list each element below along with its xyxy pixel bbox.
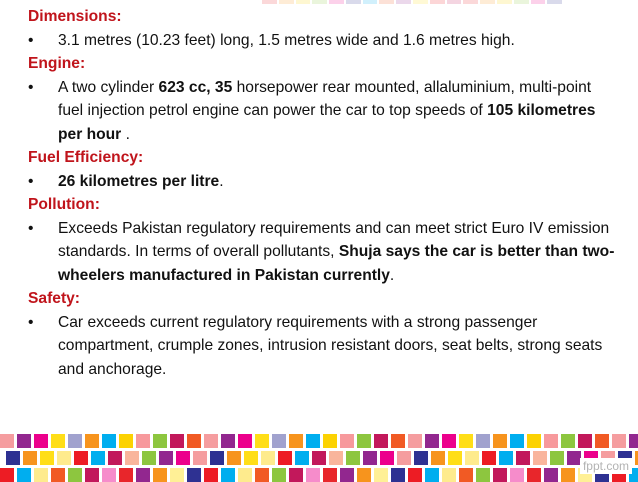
mosaic-tile bbox=[340, 434, 354, 448]
mosaic-tile bbox=[17, 434, 31, 448]
mosaic-tile bbox=[408, 468, 422, 482]
mosaic-tile bbox=[346, 451, 360, 465]
mosaic-tile bbox=[567, 451, 581, 465]
mosaic-tile bbox=[459, 468, 473, 482]
top-strip-segment bbox=[312, 0, 327, 4]
bullet-marker: • bbox=[28, 78, 34, 96]
mosaic-tile bbox=[187, 468, 201, 482]
top-strip-segment bbox=[514, 0, 529, 4]
bullet-marker: • bbox=[28, 313, 34, 331]
mosaic-tile bbox=[227, 451, 241, 465]
fppt-logo: fppt.com bbox=[580, 458, 632, 474]
mosaic-tile bbox=[34, 468, 48, 482]
mosaic-tile bbox=[51, 468, 65, 482]
mosaic-tile bbox=[544, 434, 558, 448]
mosaic-tile bbox=[442, 434, 456, 448]
top-strip-segment bbox=[413, 0, 428, 4]
text-run: 3.1 metres (10.23 feet) long, 1.5 metres wide and 1.6 metres high. bbox=[58, 31, 515, 49]
bullet-text bbox=[58, 170, 618, 194]
mosaic-tile bbox=[561, 468, 575, 482]
mosaic-tile bbox=[363, 451, 377, 465]
mosaic-tile bbox=[108, 451, 122, 465]
mosaic-tile bbox=[119, 468, 133, 482]
mosaic-tile bbox=[306, 434, 320, 448]
mosaic-tile bbox=[74, 451, 88, 465]
bullet-item bbox=[28, 76, 618, 147]
mosaic-tile bbox=[204, 468, 218, 482]
bullet-item bbox=[28, 170, 618, 194]
text-run: Exceeds Pakistan regulatory requirements and can meet strict Euro IV emission standards. In terms of overall pollutants, bbox=[58, 219, 610, 260]
mosaic-row bbox=[6, 451, 638, 465]
mosaic-tile bbox=[221, 434, 235, 448]
section-heading: Fuel Efficiency: bbox=[28, 149, 144, 166]
top-strip-segment bbox=[547, 0, 562, 4]
mosaic-tile bbox=[170, 468, 184, 482]
mosaic-tile bbox=[119, 434, 133, 448]
mosaic-tile bbox=[374, 468, 388, 482]
section-heading: Dimensions: bbox=[28, 8, 122, 25]
mosaic-tile bbox=[153, 468, 167, 482]
mosaic-tile bbox=[629, 434, 638, 448]
bullet-text bbox=[58, 217, 618, 288]
mosaic-tile bbox=[187, 434, 201, 448]
mosaic-tile bbox=[255, 434, 269, 448]
top-decor-strip bbox=[262, 0, 562, 4]
bullet-text bbox=[58, 311, 618, 382]
mosaic-tile bbox=[550, 451, 564, 465]
section-heading: Pollution: bbox=[28, 196, 100, 213]
mosaic-tile bbox=[0, 434, 14, 448]
bullet-marker: • bbox=[28, 219, 34, 237]
mosaic-tile bbox=[0, 468, 14, 482]
mosaic-tile bbox=[425, 434, 439, 448]
top-strip-segment bbox=[531, 0, 546, 4]
bold-text-run: Shuja says the car is better than two-wheelers manufactured in Pakistan currently bbox=[58, 243, 615, 284]
mosaic-tile bbox=[431, 451, 445, 465]
mosaic-row bbox=[0, 468, 638, 482]
slide-body bbox=[28, 5, 618, 381]
mosaic-tile bbox=[408, 434, 422, 448]
mosaic-tile bbox=[238, 434, 252, 448]
mosaic-tile bbox=[68, 468, 82, 482]
bold-text-run: 623 cc, 35 bbox=[158, 78, 233, 96]
mosaic-tile bbox=[357, 434, 371, 448]
mosaic-tile bbox=[510, 468, 524, 482]
mosaic-tile bbox=[289, 434, 303, 448]
mosaic-tile bbox=[6, 451, 20, 465]
bullet-marker: • bbox=[28, 172, 34, 190]
bullet-text bbox=[58, 76, 618, 147]
mosaic-tile bbox=[323, 468, 337, 482]
mosaic-tile bbox=[465, 451, 479, 465]
mosaic-tile bbox=[357, 468, 371, 482]
mosaic-tile bbox=[595, 434, 609, 448]
mosaic-tile bbox=[51, 434, 65, 448]
top-strip-segment bbox=[430, 0, 445, 4]
mosaic-tile bbox=[204, 434, 218, 448]
mosaic-tile bbox=[159, 451, 173, 465]
mosaic-tile bbox=[278, 451, 292, 465]
top-strip-segment bbox=[262, 0, 277, 4]
text-run: . bbox=[219, 172, 224, 190]
mosaic-tile bbox=[210, 451, 224, 465]
mosaic-tile bbox=[40, 451, 54, 465]
top-strip-segment bbox=[379, 0, 394, 4]
top-strip-segment bbox=[296, 0, 311, 4]
top-strip-segment bbox=[346, 0, 361, 4]
top-strip-segment bbox=[463, 0, 478, 4]
mosaic-tile bbox=[329, 451, 343, 465]
mosaic-tile bbox=[374, 434, 388, 448]
mosaic-row bbox=[0, 434, 638, 448]
bullet-item bbox=[28, 311, 618, 382]
mosaic-tile bbox=[136, 468, 150, 482]
mosaic-tile bbox=[493, 468, 507, 482]
mosaic-tile bbox=[17, 468, 31, 482]
mosaic-tile bbox=[493, 434, 507, 448]
mosaic-tile bbox=[499, 451, 513, 465]
mosaic-tile bbox=[272, 434, 286, 448]
mosaic-tile bbox=[380, 451, 394, 465]
bold-text-run: 26 kilometres per litre bbox=[58, 172, 220, 190]
mosaic-tile bbox=[85, 468, 99, 482]
mosaic-tile bbox=[238, 468, 252, 482]
bullet-item bbox=[28, 217, 618, 288]
bullet-marker: • bbox=[28, 31, 34, 49]
top-strip-segment bbox=[279, 0, 294, 4]
mosaic-tile bbox=[34, 434, 48, 448]
mosaic-tile bbox=[295, 451, 309, 465]
mosaic-tile bbox=[561, 434, 575, 448]
mosaic-tile bbox=[136, 434, 150, 448]
mosaic-tile bbox=[544, 468, 558, 482]
bold-text-run: 105 kilometres per hour bbox=[58, 102, 596, 143]
mosaic-tile bbox=[527, 468, 541, 482]
mosaic-tile bbox=[482, 451, 496, 465]
text-run: . bbox=[389, 266, 395, 284]
mosaic-tile bbox=[312, 451, 326, 465]
mosaic-tile bbox=[578, 434, 592, 448]
mosaic-tile bbox=[289, 468, 303, 482]
mosaic-tile bbox=[533, 451, 547, 465]
text-run: Car exceeds current regulatory requirements with a strong passenger compartment, crumple zones, intrusion resistant doors, seat belts, strong seats and anchorage. bbox=[58, 313, 603, 378]
mosaic-tile bbox=[68, 434, 82, 448]
mosaic-tile bbox=[261, 451, 275, 465]
text-run: horsepower rear mounted, allaluminium, multi-point fuel injection petrol engine can power the car to top speeds of bbox=[58, 78, 592, 119]
top-strip-segment bbox=[396, 0, 411, 4]
mosaic-tile bbox=[193, 451, 207, 465]
top-strip-segment bbox=[480, 0, 495, 4]
mosaic-tile bbox=[255, 468, 269, 482]
mosaic-tile bbox=[102, 434, 116, 448]
section-heading: Safety: bbox=[28, 290, 80, 307]
mosaic-tile bbox=[459, 434, 473, 448]
bullet-text bbox=[58, 29, 618, 53]
mosaic-tile bbox=[476, 434, 490, 448]
mosaic-tile bbox=[23, 451, 37, 465]
mosaic-tile bbox=[516, 451, 530, 465]
section-heading: Engine: bbox=[28, 55, 86, 72]
mosaic-tile bbox=[91, 451, 105, 465]
mosaic-tile bbox=[442, 468, 456, 482]
mosaic-tile bbox=[391, 434, 405, 448]
mosaic-tile bbox=[448, 451, 462, 465]
top-strip-segment bbox=[447, 0, 462, 4]
footer-color-mosaic bbox=[0, 430, 638, 479]
top-strip-segment bbox=[497, 0, 512, 4]
mosaic-tile bbox=[425, 468, 439, 482]
mosaic-tile bbox=[57, 451, 71, 465]
mosaic-tile bbox=[221, 468, 235, 482]
mosaic-tile bbox=[391, 468, 405, 482]
top-strip-segment bbox=[329, 0, 344, 4]
text-run: A two cylinder bbox=[58, 78, 159, 96]
mosaic-tile bbox=[510, 434, 524, 448]
mosaic-tile bbox=[306, 468, 320, 482]
mosaic-tile bbox=[397, 451, 411, 465]
mosaic-tile bbox=[527, 434, 541, 448]
mosaic-tile bbox=[102, 468, 116, 482]
top-strip-segment bbox=[363, 0, 378, 4]
mosaic-tile bbox=[125, 451, 139, 465]
bullet-item bbox=[28, 29, 618, 53]
mosaic-tile bbox=[176, 451, 190, 465]
mosaic-tile bbox=[414, 451, 428, 465]
mosaic-tile bbox=[142, 451, 156, 465]
text-run: . bbox=[121, 125, 130, 143]
mosaic-tile bbox=[244, 451, 258, 465]
mosaic-tile bbox=[612, 434, 626, 448]
mosaic-tile bbox=[323, 434, 337, 448]
mosaic-tile bbox=[272, 468, 286, 482]
mosaic-tile bbox=[153, 434, 167, 448]
mosaic-tile bbox=[85, 434, 99, 448]
mosaic-tile bbox=[170, 434, 184, 448]
mosaic-tile bbox=[476, 468, 490, 482]
mosaic-tile bbox=[340, 468, 354, 482]
